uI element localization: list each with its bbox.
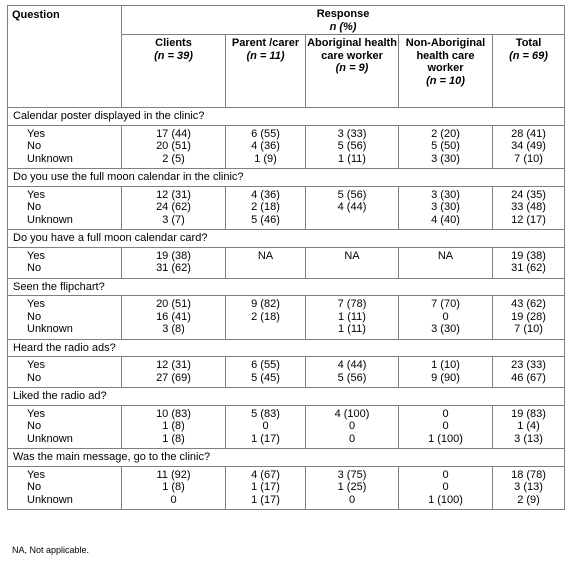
value: 5 (50) <box>431 140 460 152</box>
answer-label: Unknown <box>27 152 73 165</box>
question-row <box>8 449 565 467</box>
value: 33 (48) <box>511 201 546 213</box>
value: NA <box>257 249 274 262</box>
value: 19 (38) <box>511 249 546 262</box>
answer-labels-cell <box>8 466 122 510</box>
value: 19 (83) <box>511 407 546 420</box>
value-cell <box>399 125 493 169</box>
value: 1 (17) <box>251 432 280 445</box>
value: 27 (69) <box>156 371 191 384</box>
value: 1 (17) <box>251 493 280 506</box>
value: 2 (18) <box>251 201 280 213</box>
value: 1 (100) <box>428 432 463 445</box>
answer-label: Yes <box>27 249 45 262</box>
answer-label: Unknown <box>27 323 73 335</box>
answer-label: No <box>27 420 42 432</box>
value-cell <box>122 296 226 340</box>
value: 1 (25) <box>337 481 367 493</box>
value: 4 (67) <box>251 468 280 481</box>
question-row <box>8 108 565 126</box>
value: 0 <box>442 468 449 481</box>
value-cell <box>226 466 306 510</box>
response-title: Response <box>316 8 370 20</box>
question-header: Question <box>8 6 122 108</box>
value: 4 (100) <box>334 407 370 420</box>
value: 0 <box>170 493 177 506</box>
value: 17 (44) <box>156 127 191 140</box>
value-cell <box>399 296 493 340</box>
answer-label: No <box>27 201 42 213</box>
column-label: Aboriginal health care worker <box>307 37 397 62</box>
value: 5 (56) <box>337 188 367 201</box>
value: 3 (75) <box>337 468 367 481</box>
value-cell <box>399 466 493 510</box>
column-n: (n = 9) <box>335 62 369 74</box>
response-unit: n (%) <box>329 20 357 33</box>
value: 3 (30) <box>431 201 460 213</box>
value: NA <box>437 249 454 262</box>
answer-label: No <box>27 310 42 323</box>
value: 3 (8) <box>162 323 185 335</box>
header-row-top <box>8 6 565 35</box>
value: 7 (70) <box>431 298 460 310</box>
value: 4 (36) <box>251 140 280 152</box>
value: 3 (30) <box>431 188 460 201</box>
value-cell <box>122 125 226 169</box>
value: 1 (11) <box>338 152 366 165</box>
column-header-parent-carer <box>226 35 306 108</box>
value: 20 (51) <box>156 298 191 310</box>
value: 1 (100) <box>428 493 463 506</box>
answer-row <box>8 247 565 278</box>
value-cell <box>226 125 306 169</box>
answer-row <box>8 125 565 169</box>
answer-labels-cell <box>8 296 122 340</box>
value: 1 (4) <box>517 420 540 432</box>
column-header-non-aboriginal-worker <box>399 35 493 108</box>
value: 4 (44) <box>337 201 367 213</box>
question-row <box>8 339 565 357</box>
column-n: (n = 39) <box>154 49 193 62</box>
question-row <box>8 169 565 187</box>
value: 23 (33) <box>511 359 546 371</box>
question-text: Liked the radio ad? <box>8 388 565 406</box>
answer-label: No <box>27 140 42 152</box>
value-cell <box>226 247 306 278</box>
value: 1 (8) <box>162 432 185 445</box>
value: 24 (35) <box>511 188 546 201</box>
value: 19 (28) <box>511 310 546 323</box>
column-header-total <box>493 35 565 108</box>
value: 0 <box>348 432 356 445</box>
answer-label: Yes <box>27 468 45 481</box>
value-cell <box>122 186 226 230</box>
value-cell <box>306 247 399 278</box>
answer-labels-cell <box>8 247 122 278</box>
value: 16 (41) <box>156 310 191 323</box>
value: 5 (45) <box>251 371 280 384</box>
answer-label: Yes <box>27 407 45 420</box>
value: 5 (56) <box>337 371 367 384</box>
value-cell <box>226 357 306 388</box>
value: 5 (83) <box>251 407 280 420</box>
value-cell <box>226 405 306 449</box>
answer-row <box>8 186 565 230</box>
value: NA <box>344 249 360 262</box>
column-label: Clients <box>155 37 192 49</box>
value-cell <box>122 466 226 510</box>
question-text: Calendar poster displayed in the clinic? <box>8 108 565 126</box>
column-n: (n = 11) <box>246 49 285 62</box>
value: 12 (31) <box>156 359 191 371</box>
value: 4 (44) <box>337 359 367 371</box>
value: 0 <box>442 420 449 432</box>
answer-row <box>8 296 565 340</box>
value-cell <box>493 247 565 278</box>
value-cell <box>122 357 226 388</box>
answer-label: Yes <box>27 127 45 140</box>
value: 5 (56) <box>337 140 367 152</box>
value: 1 (8) <box>162 481 185 493</box>
value: 0 <box>262 420 269 432</box>
answer-row <box>8 405 565 449</box>
value-cell <box>399 186 493 230</box>
value: 1 (10) <box>431 359 460 371</box>
value: 2 (5) <box>162 152 185 165</box>
value-cell <box>306 405 399 449</box>
value-cell <box>399 405 493 449</box>
value: 1 (9) <box>254 152 277 165</box>
answer-label: No <box>27 262 42 274</box>
value: 0 <box>442 407 449 420</box>
answer-label: Unknown <box>27 213 73 226</box>
value: 31 (62) <box>511 262 546 274</box>
value: 3 (30) <box>431 152 460 165</box>
value: 28 (41) <box>511 127 546 140</box>
value: 24 (62) <box>156 201 191 213</box>
answer-label: No <box>27 371 42 384</box>
value-cell <box>493 125 565 169</box>
value: 2 (20) <box>431 127 460 140</box>
value: 3 (13) <box>514 481 543 493</box>
question-text: Seen the flipchart? <box>8 278 565 296</box>
value: 18 (78) <box>511 468 546 481</box>
value-cell <box>306 466 399 510</box>
value: 43 (62) <box>511 298 546 310</box>
value-cell <box>399 357 493 388</box>
value: 7 (10) <box>514 323 543 335</box>
answer-row <box>8 466 565 510</box>
value-cell <box>493 357 565 388</box>
question-text: Was the main message, go to the clinic? <box>8 449 565 467</box>
value: 12 (31) <box>156 188 191 201</box>
value: 3 (7) <box>162 213 185 226</box>
value: 4 (36) <box>251 188 280 201</box>
value-cell <box>493 466 565 510</box>
value: 7 (78) <box>337 298 367 310</box>
value: 3 (30) <box>431 323 460 335</box>
value-cell <box>306 357 399 388</box>
answer-row <box>8 357 565 388</box>
value: 6 (55) <box>251 127 280 140</box>
column-label: Parent /carer <box>231 37 300 49</box>
value: 20 (51) <box>156 140 191 152</box>
survey-response-table <box>7 5 565 510</box>
column-label: Non-Aboriginal health care worker <box>405 37 486 74</box>
answer-labels-cell <box>8 357 122 388</box>
value: 11 (92) <box>156 468 191 481</box>
response-header <box>122 6 565 35</box>
value: 7 (10) <box>514 152 543 165</box>
value-cell <box>226 186 306 230</box>
question-text: Do you use the full moon calendar in the clinic? <box>8 169 565 187</box>
answer-label: Yes <box>27 298 45 310</box>
value: 10 (83) <box>156 407 191 420</box>
value: 1 (11) <box>338 323 366 335</box>
value: 5 (46) <box>251 213 280 226</box>
value: 3 (13) <box>514 432 543 445</box>
question-row <box>8 278 565 296</box>
value: 1 (17) <box>251 481 280 493</box>
answer-label: Unknown <box>27 493 73 506</box>
question-text: Do you have a full moon calendar card? <box>8 230 565 248</box>
value-cell <box>493 405 565 449</box>
answer-label: Yes <box>27 359 45 371</box>
value: 0 <box>348 493 356 506</box>
value: 3 (33) <box>337 127 367 140</box>
table-body <box>8 108 565 510</box>
value-cell <box>306 125 399 169</box>
footnote: NA, Not applicable. <box>12 545 90 555</box>
answer-labels-cell <box>8 186 122 230</box>
value: 2 (9) <box>517 493 540 506</box>
question-row <box>8 388 565 406</box>
value: 9 (82) <box>251 298 280 310</box>
value-cell <box>306 186 399 230</box>
value: 2 (18) <box>251 310 280 323</box>
answer-label: Unknown <box>27 432 73 445</box>
value: 12 (17) <box>511 213 546 226</box>
answer-label: No <box>27 481 42 493</box>
column-header-aboriginal-worker <box>306 35 399 108</box>
column-header-clients <box>122 35 226 108</box>
value: 1 (11) <box>338 310 366 323</box>
question-text: Heard the radio ads? <box>8 339 565 357</box>
answer-label: Yes <box>27 188 45 201</box>
value: 9 (90) <box>431 371 460 384</box>
question-row <box>8 230 565 248</box>
answer-labels-cell <box>8 405 122 449</box>
value-cell <box>493 296 565 340</box>
value: 34 (49) <box>511 140 546 152</box>
value-cell <box>122 405 226 449</box>
value-cell <box>399 247 493 278</box>
value: 6 (55) <box>251 359 280 371</box>
column-n: (n = 10) <box>426 74 465 87</box>
column-n: (n = 69) <box>509 49 548 62</box>
value: 31 (62) <box>156 262 191 274</box>
value: 4 (40) <box>431 213 460 226</box>
value-cell <box>226 296 306 340</box>
value: 46 (67) <box>511 371 546 384</box>
answer-labels-cell <box>8 125 122 169</box>
value: 19 (38) <box>156 249 191 262</box>
value: 0 <box>442 310 449 323</box>
column-label: Total <box>515 37 542 49</box>
value-cell <box>306 296 399 340</box>
value: 0 <box>442 481 449 493</box>
value: 0 <box>348 420 356 432</box>
value: 1 (8) <box>162 420 185 432</box>
value-cell <box>493 186 565 230</box>
value-cell <box>122 247 226 278</box>
